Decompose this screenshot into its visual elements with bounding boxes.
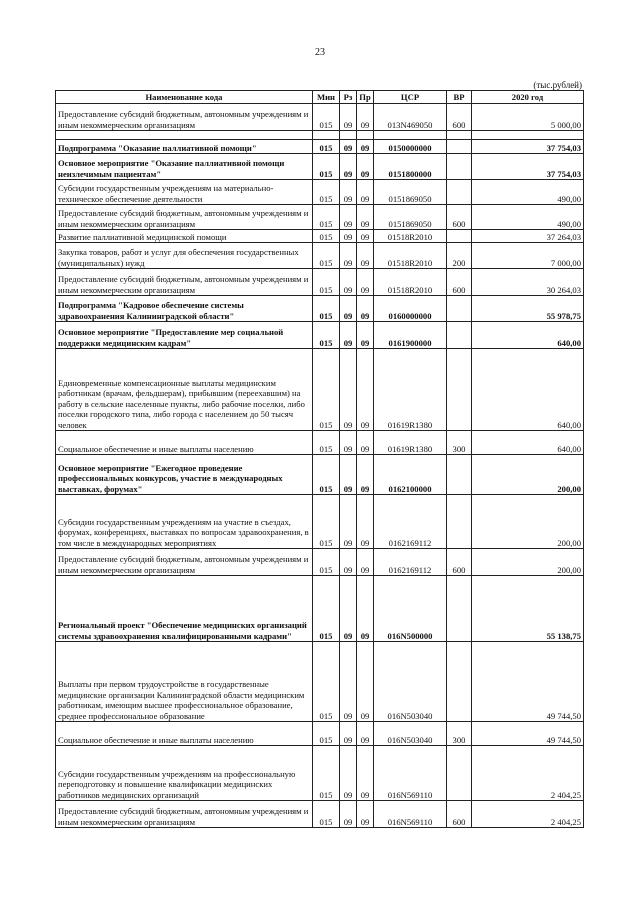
cell-rz: 09 [340, 495, 357, 549]
table-row [56, 140, 584, 154]
cell-name: Единовременные компенсационные выплаты медицинским работникам (врачам, фельдшерам), прибывшим (переехавшим) на работу в сельские населенные пункты, либо рабочие поселки, либо поселки городского типа, либо города с населением до 50 тысяч человек [56, 349, 313, 431]
table-row [56, 296, 584, 322]
cell-min: 015 [313, 576, 340, 642]
cell-name: Основное мероприятие "Ежегодное проведение профессиональных конкурсов, участие в международных выставках, форумах" [56, 455, 313, 495]
cell-rz: 09 [340, 269, 357, 296]
cell-vr: 600 [447, 549, 472, 576]
budget-table [55, 90, 584, 828]
cell-csr: 016N503040 [374, 722, 447, 746]
cell-csr: 01518R2010 [374, 230, 447, 243]
table-row [56, 431, 584, 455]
cell-name: Предоставление субсидий бюджетным, автономным учреждениям и иным некоммерческим организациям [56, 269, 313, 296]
cell-rz: 09 [340, 180, 357, 205]
cell-sum: 200,00 [472, 495, 584, 549]
cell-pr: 09 [357, 243, 374, 269]
cell-pr: 09 [357, 322, 374, 349]
cell-csr: 0151800000 [374, 154, 447, 180]
cell-sum [472, 131, 584, 140]
cell-pr: 09 [357, 140, 374, 154]
page-number: 23 [315, 47, 325, 58]
table-header-row [56, 91, 584, 104]
cell-min: 015 [313, 230, 340, 243]
cell-name: Основное мероприятие "Предоставление мер социальной поддержки медицинским кадрам" [56, 322, 313, 349]
cell-pr: 09 [357, 495, 374, 549]
cell-csr: 0161900000 [374, 322, 447, 349]
table-body [56, 104, 584, 828]
cell-csr: 0162100000 [374, 455, 447, 495]
table-row [56, 230, 584, 243]
cell-name: Предоставление субсидий бюджетным, автономным учреждениям и иным некоммерческим организациям [56, 104, 313, 131]
table-spacer-row [56, 131, 584, 140]
cell-csr [374, 131, 447, 140]
cell-sum: 37 754,03 [472, 154, 584, 180]
cell-sum: 30 264,03 [472, 269, 584, 296]
cell-vr [447, 746, 472, 801]
table-row [56, 495, 584, 549]
cell-min [313, 131, 340, 140]
cell-sum: 5 000,00 [472, 104, 584, 131]
cell-min: 015 [313, 722, 340, 746]
cell-rz: 09 [340, 104, 357, 131]
cell-rz: 09 [340, 455, 357, 495]
cell-vr: 200 [447, 243, 472, 269]
table-row [56, 322, 584, 349]
table-row [56, 269, 584, 296]
cell-pr: 09 [357, 296, 374, 322]
cell-pr: 09 [357, 576, 374, 642]
cell-vr [447, 349, 472, 431]
cell-name: Основное мероприятие "Оказание паллиативной помощи неизлечимым пациентам" [56, 154, 313, 180]
cell-csr: 01518R2010 [374, 269, 447, 296]
cell-rz: 09 [340, 801, 357, 828]
cell-vr [447, 140, 472, 154]
cell-pr: 09 [357, 642, 374, 722]
cell-sum: 2 404,25 [472, 746, 584, 801]
cell-min: 015 [313, 104, 340, 131]
cell-csr: 0160000000 [374, 296, 447, 322]
cell-vr [447, 576, 472, 642]
cell-name: Подпрограмма "Кадровое обеспечение системы здравоохранения Калининградской области" [56, 296, 313, 322]
cell-sum: 640,00 [472, 431, 584, 455]
cell-min: 015 [313, 269, 340, 296]
cell-rz: 09 [340, 549, 357, 576]
cell-sum: 490,00 [472, 205, 584, 230]
cell-rz: 09 [340, 746, 357, 801]
cell-sum: 640,00 [472, 349, 584, 431]
cell-vr: 600 [447, 269, 472, 296]
cell-rz: 09 [340, 154, 357, 180]
cell-name: Подпрограмма "Оказание паллиативной помощи" [56, 140, 313, 154]
cell-min: 015 [313, 349, 340, 431]
cell-min: 015 [313, 180, 340, 205]
cell-min: 015 [313, 140, 340, 154]
cell-pr: 09 [357, 230, 374, 243]
cell-min: 015 [313, 205, 340, 230]
cell-vr: 600 [447, 104, 472, 131]
table-row [56, 576, 584, 642]
cell-csr: 0151869050 [374, 205, 447, 230]
table-row [56, 642, 584, 722]
cell-csr: 0151869050 [374, 180, 447, 205]
table-row [56, 722, 584, 746]
table-row [56, 746, 584, 801]
cell-sum: 200,00 [472, 549, 584, 576]
cell-pr [357, 131, 374, 140]
cell-rz: 09 [340, 349, 357, 431]
units-label: (тыс.рублей) [533, 80, 582, 90]
cell-min: 015 [313, 431, 340, 455]
cell-pr: 09 [357, 431, 374, 455]
cell-pr: 09 [357, 180, 374, 205]
cell-pr: 09 [357, 549, 374, 576]
cell-csr: 016N500000 [374, 576, 447, 642]
cell-csr: 0162169112 [374, 495, 447, 549]
cell-csr: 016N569110 [374, 801, 447, 828]
table-row [56, 549, 584, 576]
cell-pr: 09 [357, 154, 374, 180]
cell-csr: 01619R1380 [374, 349, 447, 431]
header-min: Мин [313, 91, 340, 104]
cell-vr: 300 [447, 431, 472, 455]
cell-name: Субсидии государственным учреждениям на участие в съездах, форумах, конференциях, выставках по вопросам здравоохранения, в том числе в международных мероприятиях [56, 495, 313, 549]
cell-min: 015 [313, 642, 340, 722]
cell-rz: 09 [340, 322, 357, 349]
cell-vr: 600 [447, 801, 472, 828]
cell-min: 015 [313, 455, 340, 495]
cell-sum: 49 744,50 [472, 642, 584, 722]
header-rz: Рз [340, 91, 357, 104]
cell-pr: 09 [357, 455, 374, 495]
header-vr: ВР [447, 91, 472, 104]
cell-vr [447, 131, 472, 140]
cell-rz: 09 [340, 722, 357, 746]
cell-pr: 09 [357, 349, 374, 431]
cell-min: 015 [313, 322, 340, 349]
cell-min: 015 [313, 243, 340, 269]
cell-csr: 0162169112 [374, 549, 447, 576]
header-csr: ЦСР [374, 91, 447, 104]
cell-pr: 09 [357, 104, 374, 131]
cell-sum: 55 978,75 [472, 296, 584, 322]
cell-name: Выплаты при первом трудоустройстве в государственные медицинские организации Калининградской области медицинским работникам, имеющим высшее профессиональное образование, среднее профессиональное образование [56, 642, 313, 722]
cell-csr: 0150000000 [374, 140, 447, 154]
cell-min: 015 [313, 495, 340, 549]
cell-csr: 01518R2010 [374, 243, 447, 269]
cell-vr [447, 296, 472, 322]
cell-sum: 7 000,00 [472, 243, 584, 269]
cell-rz: 09 [340, 140, 357, 154]
cell-csr: 01619R1380 [374, 431, 447, 455]
cell-name: Субсидии государственным учреждениям на материально-техническое обеспечение деятельности [56, 180, 313, 205]
cell-name: Социальное обеспечение и иные выплаты населению [56, 722, 313, 746]
cell-sum: 200,00 [472, 455, 584, 495]
cell-vr [447, 230, 472, 243]
cell-csr: 013N469050 [374, 104, 447, 131]
cell-name: Предоставление субсидий бюджетным, автономным учреждениям и иным некоммерческим организациям [56, 801, 313, 828]
cell-sum: 490,00 [472, 180, 584, 205]
header-year: 2020 год [472, 91, 584, 104]
table-row [56, 349, 584, 431]
cell-sum: 55 138,75 [472, 576, 584, 642]
cell-min: 015 [313, 296, 340, 322]
cell-rz: 09 [340, 243, 357, 269]
cell-vr [447, 180, 472, 205]
cell-name: Субсидии государственным учреждениям на профессиональную переподготовку и повышение квалификации медицинских работников медицинских организаций [56, 746, 313, 801]
cell-vr [447, 322, 472, 349]
cell-sum: 37 264,03 [472, 230, 584, 243]
cell-rz: 09 [340, 431, 357, 455]
table-row [56, 801, 584, 828]
cell-name: Социальное обеспечение и иные выплаты населению [56, 431, 313, 455]
header-name: Наименование кода [56, 91, 313, 104]
cell-name: Закупка товаров, работ и услуг для обеспечения государственных (муниципальных) нужд [56, 243, 313, 269]
cell-vr [447, 495, 472, 549]
cell-rz: 09 [340, 642, 357, 722]
cell-rz: 09 [340, 296, 357, 322]
cell-csr: 016N569110 [374, 746, 447, 801]
cell-pr: 09 [357, 722, 374, 746]
cell-min: 015 [313, 801, 340, 828]
cell-pr: 09 [357, 801, 374, 828]
cell-min: 015 [313, 746, 340, 801]
table-row [56, 205, 584, 230]
cell-vr [447, 455, 472, 495]
header-pr: Пр [357, 91, 374, 104]
cell-name [56, 131, 313, 140]
cell-name: Предоставление субсидий бюджетным, автономным учреждениям и иным некоммерческим организациям [56, 549, 313, 576]
cell-sum: 640,00 [472, 322, 584, 349]
cell-rz: 09 [340, 576, 357, 642]
table-row [56, 154, 584, 180]
cell-csr: 016N503040 [374, 642, 447, 722]
cell-vr: 600 [447, 205, 472, 230]
cell-sum: 2 404,25 [472, 801, 584, 828]
cell-pr: 09 [357, 205, 374, 230]
cell-vr [447, 642, 472, 722]
cell-pr: 09 [357, 269, 374, 296]
cell-rz: 09 [340, 230, 357, 243]
cell-min: 015 [313, 154, 340, 180]
cell-name: Региональный проект "Обеспечение медицинских организаций системы здравоохранения квалифицированными кадрами" [56, 576, 313, 642]
table-row [56, 243, 584, 269]
cell-vr: 300 [447, 722, 472, 746]
table-row [56, 455, 584, 495]
cell-vr [447, 154, 472, 180]
cell-name: Развитие паллиативной медицинской помощи [56, 230, 313, 243]
cell-pr: 09 [357, 746, 374, 801]
cell-rz: 09 [340, 205, 357, 230]
table-row [56, 104, 584, 131]
cell-sum: 49 744,50 [472, 722, 584, 746]
cell-min: 015 [313, 549, 340, 576]
table-row [56, 180, 584, 205]
cell-rz [340, 131, 357, 140]
cell-name: Предоставление субсидий бюджетным, автономным учреждениям и иным некоммерческим организациям [56, 205, 313, 230]
cell-sum: 37 754,03 [472, 140, 584, 154]
